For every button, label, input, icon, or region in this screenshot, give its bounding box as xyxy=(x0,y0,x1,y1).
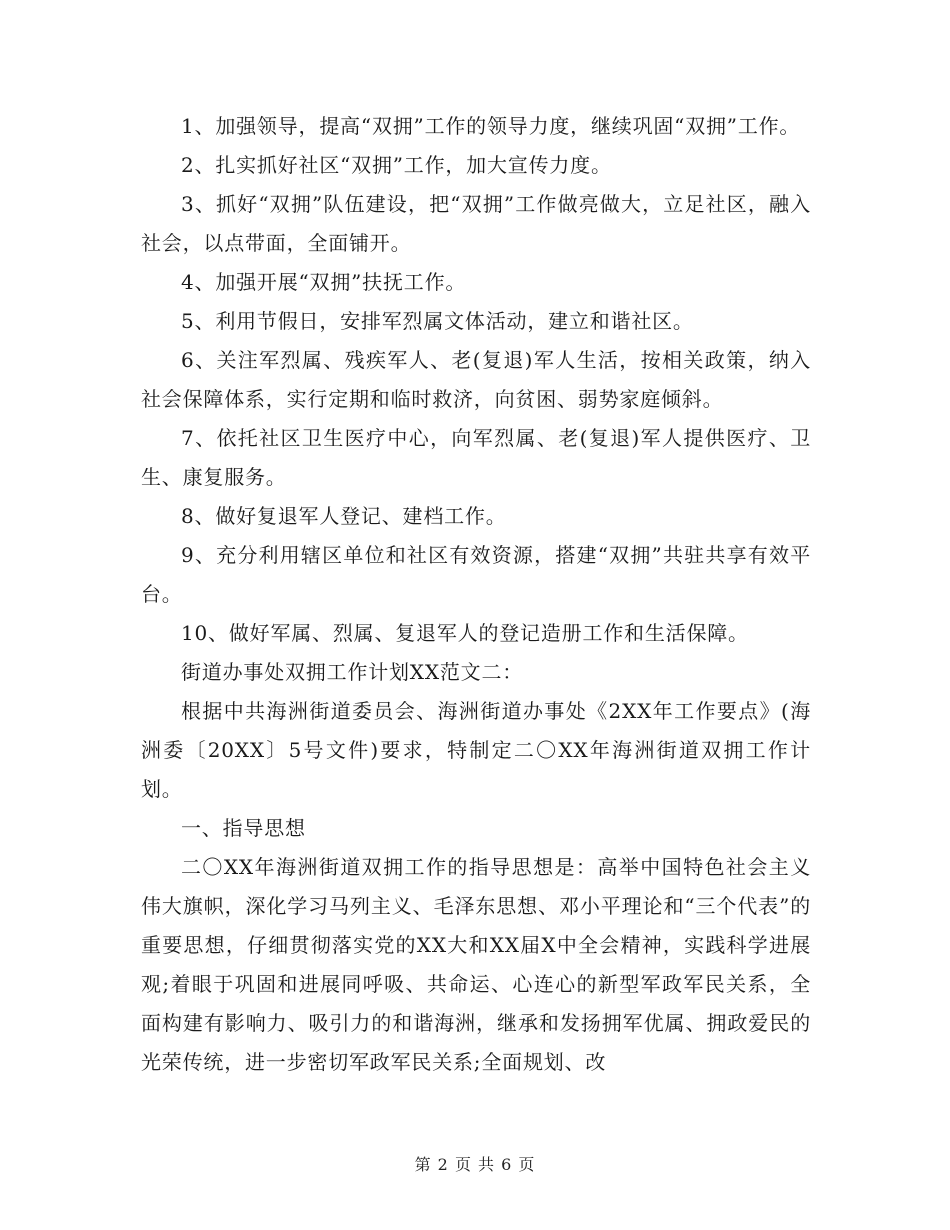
list-item-2: 2、扎实抓好社区“双拥”工作，加大宣传力度。 xyxy=(181,153,612,177)
heading-guiding-thought: 一、指导思想 xyxy=(181,816,306,840)
list-item-5: 5、利用节假日，安排军烈属文体活动，建立和谐社区。 xyxy=(181,309,694,333)
list-item-10: 10、做好军属、烈属、复退军人的登记造册工作和生活保障。 xyxy=(181,621,749,645)
list-item-6: 6、关注军烈属、残疾军人、老(复退)军人生活，按相关政策，纳入社会保障体系，实行定期和临时救济，向贫困、弱势家庭倾斜。 xyxy=(141,348,811,411)
guiding-thought-paragraph: 二〇XX年海洲街道双拥工作的指导思想是：高举中国特色社会主义伟大旗帜，深化学习马列主义、毛泽东思想、邓小平理论和“三个代表”的重要思想，仔细贯彻落实党的XX大和XX届X中全会精神，实践科学进展观;着眼于巩固和进展同呼吸、共命运、心连心的新型军政军民关系，全面构建有影响力、吸引力的和谐海洲，继承和发扬拥军优属、拥政爱民的光荣传统，进一步密切军政军民关系;全面规划、改 xyxy=(141,855,811,1074)
list-item-7: 7、依托社区卫生医疗中心，向军烈属、老(复退)军人提供医疗、卫生、康复服务。 xyxy=(141,426,811,489)
list-item-1: 1、加强领导，提高“双拥”工作的领导力度，继续巩固“双拥”工作。 xyxy=(181,114,801,138)
list-item-4: 4、加强开展“双拥”扶抚工作。 xyxy=(181,270,467,294)
intro-paragraph: 根据中共海洲街道委员会、海洲街道办事处《2XX年工作要点》(海洲委〔20XX〕5号文件)要求，特制定二〇XX年海洲街道双拥工作计划。 xyxy=(141,699,811,801)
section-title-example-two: 街道办事处双拥工作计划XX范文二： xyxy=(181,660,524,684)
list-item-9: 9、充分利用辖区单位和社区有效资源，搭建“双拥”共驻共享有效平台。 xyxy=(141,543,811,606)
list-item-3: 3、抓好“双拥”队伍建设，把“双拥”工作做亮做大，立足社区，融入社会，以点带面，全面铺开。 xyxy=(141,192,811,255)
page-number-footer: 第 2 页 共 6 页 xyxy=(414,1155,536,1174)
document-body xyxy=(141,107,811,1082)
list-item-8: 8、做好复退军人登记、建档工作。 xyxy=(181,504,507,528)
